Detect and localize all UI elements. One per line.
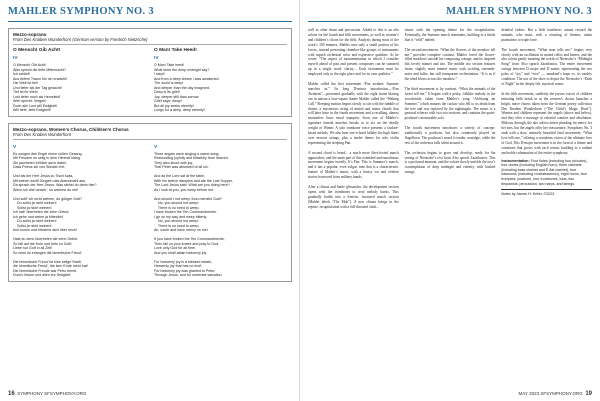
article-column-3	[501, 28, 592, 210]
movement-number: IV	[13, 56, 18, 61]
footer-text: MAY 2023 SFSYMPHONY.ORG	[518, 391, 583, 396]
movement-number: V	[154, 144, 158, 150]
german-column	[13, 143, 146, 278]
article-column-1: well as other drum and percussion. Added to this is an alto soloist for the fourth and fifth movements, as well as women’s and children’s choirs for the fifth. Analysis during most of the work’s 100 minutes, Mahler uses only a small portion of his forces, instead presenting chamber-like groups of instruments with superb orchestral color and expressive qualities. As he wrote: “The aspect of instrumentation in which I consider myself ahead of past and present composers can be summed up in a single word: clarity.... Each instrument must be employed only in the right place and for its own qualities.” Mahler called the first movement “Pan awakes: Summer marches in.” Its long D-minor introduction—“Pan Awakens”—presented gradually with the eight horns blaring out in unison a four-square theme Mahler called the “Waking Call.” Sleeping motion begins slowly to stir with the rumble of drums, a mysterious string of muted and minor chords that will later have in the fourth movement and a recalling, almost motionless brass naval trumpets. Soon one of Mahler’s signature funeral marches breaks in to act on the deadly weight of Winter. A solo trombone voice presents a fanfare-based melody. We also hear one echoed lullaby-fin-high flutes over morose strings, plus a tender theme for solo violin representing the sleeping Pan. A second chord is heard... a much more fleet-footed march approaches; and the main part of this extended and tumultuous movement begins sweetly. It’s Pan. This is Summer’s march, and it has a popular, even vulgar, tone that is a characteristic feature of Mahler’s music, with a brassy wit and evident stories borrowed from military bands. After a climax and battle glissandos, the development section opens with the trombones to rival melody bursts. This gradually builds into a frenetic, fractured march section (Mahler labels “The Mob”). A new climax brings in the reprise, recapitulation with a full-throated clash...	[308, 28, 399, 209]
note-text: Four flutes (including four piccolos), four oboes (including English horn), three clarinets (including bass clarinet and E-flat clarinet), four bassoons (including contrabassoon), eight horns, four trumpets, posthorn, four trombones, tuba, two timpanists, percussion, two harps, and strings.	[501, 158, 588, 186]
article-column-3-text: detailed violins. But a little loneliness cannot reward the animals, who must, with a restating of themes, attain pianissimo to triple forte. The fourth movement, “What man tells me,” begins very slowly with an oscillation in muted cellos and basses, and the alto soloist gently intoning the words of Nietzsche’s “Midnight Song” from Also sprach Zarathustra. The entire movement swings between D major and D minor, representing the two poles of “joy” and “woe” — mankind’s hope vs. its earthly condition. The use of the oboe to depict the Nietzsche’s “Dark of Night” in the deeply felt, mystical music. In the fifth movement, suddenly the joyous voices of children imitating bells break in as the women’s chorus launches a bright, naive chorus taken from the German poetry collection Des Knaben Wunderhorn (“The Child’s Magic Horn”). Women and children represent the angels (above and below), and they offer a message of celestial comfort and absolution. Midway through, the alto soloist enters pleading for mercy for her sins, but the angels offer her reassurance. Symphony No. 3 ends with a slow, intensely beautiful final movement, “What love tells me,” offering a wondrous vision of the ultimate love of God. This D-major movement is in the form of a theme and variations that grows with each return, building to a radiant and noble culmination of the entire symphony.	[501, 28, 593, 155]
english-title: O Man! Take Heed!	[154, 48, 197, 53]
footer-left	[8, 391, 292, 397]
box-title: Mezzo-soprano	[13, 32, 47, 37]
english-text: Three angels were singing a sweet song; Resounding joyfully and blissfully from heaven. They also shout with joy, That Peter was absolved of all sin. And as the Lord sat at the table, With his twelve disciples and ate the Last Supper, The Lord Jesus said: What are you doing here? As I look at you, you weep before me. And should I not weep, thou merciful God? No, you should not weep! There is no need to weep. I have broken the Ten Commandments. I go on my way and weep bitterly. No, you should not weep! There is no need to weep. Ah, come and have mercy on me! If you have broken the Ten Commandments, Then fall on your knees and pray to God. Love only God for all time, And you shall attain heavenly joy. For heavenly joy is a blessed estate, Heavenly joy that has no end! For heavenly joy was granted to Peter, Through Jesus, and for universal salvation.	[154, 151, 233, 277]
right-page	[300, 0, 600, 401]
page-number: 16	[8, 391, 15, 397]
text-columns	[13, 143, 287, 278]
english-column	[154, 48, 287, 113]
movement-number: IV	[154, 56, 159, 61]
box-title: Mezzo-soprano, Women’s Chorus, Children’s Chorus	[13, 126, 129, 132]
text-box-movement-5	[8, 123, 292, 282]
german-column	[13, 48, 146, 113]
article-columns	[308, 28, 592, 210]
box-subtitle: From Des Knaben Wunderhorn	[13, 131, 72, 137]
text-box-movement-4	[8, 28, 292, 117]
german-text: Es sungen drei Engel einen süßen Gesang; Mit Freuden es selig in dem Himmel klang. Sie jauchzten fröhlich auch dabei, Dass Petrus sei von Sünden frei. Und als der Herr Jesus zu Tisch sass, Mit seinen zwölf Jüngern das Abendmahl ass, Da sprach der Herr Jesus: Was stehst du denn hier? Wenn ich dich anseh’, so weinest du mir! Und sollt’ ich nicht weinen, du gütiger Gott? Du sollst ja nicht weinen! Sollst ja nicht weinen! Ich hab’ übertreten die zehn Gebot; Ich gehe und weine ja bitterlich! Du sollst ja nicht weinen! Sollst ja nicht weinen! Ach komm und erbarme dich über mich! Hast du denn übertreten die zehn Gebot, So fall auf die Knie und bete zu Gott! Liebe nur Gott in all Zeit! So wirst du erlangen die himmlische Freud’. Die himmlische Freud’ ist eine selige Stadt, die himmlische Freud’, die kein Ende mehr hat! Die himmlische Freude war Petro bereit, Durch Jesum und allen zur Seligkeit.	[13, 151, 97, 277]
movement-number: V	[13, 144, 17, 150]
box-subtitle: From Des Knaben Wunderhorn (German version by Friedrich Nietzsche)	[13, 37, 148, 42]
running-head-left: MAHLER SYMPHONY NO. 3	[8, 6, 292, 22]
english-column	[154, 143, 287, 278]
article-column-2: return with the opening theme for the recapitulation. Eventually, the Summer march dominates, building to a finish that is “wild” indeed. The second movement, “What the flowers of the meadow tell me,” provides complete contrast. Mahler loved the flower-filled meadows outside his composing cottage, and its inspired this lovely minuet and trio. The middle trio section features faster, slightly more intense music with swirling sixteenth-notes and fuller, but still transparent orchestration. “It is as if the wind blows across the meadow.” The third movement is, by contrast, “What the animals of the forest tell me.” It begins with a perky, folklike melody in the woodwinds, taken from Mahler’s song “Ablösung im Sommer,” which mourns the cuckoo who fell to its death from the tree and was replaced by the nightingale. The music is a pastoral scherzo with two trio sections, and contains the quasi-posthorn’s memorable solo. The fourth movement introduces a variety of concept: traditionally a posthorn, but also commonly played on flugelhorn. The posthorn’s mood is tender, nostalgic, while the rest of the orchestra falls silent around it. The orchestra begins to grow and develop, ready for the setting of Nietzsche’s text from Also sprach Zarathustra. This is a profound moment, and the soloist slowly unfolds the text’s contemplation of deep midnight and eternity, with hushed strings.	[404, 28, 496, 175]
text-columns	[13, 48, 287, 113]
box-header	[13, 32, 287, 45]
german-text: O Mensch! Gib Acht! Was spricht die tiefe Mitternacht? Ich schlief! Aus tiefem Traum bin ich erwacht! Die Welt ist tief! Und tiefer als der Tag gedacht! Tief ist ihr Weh! Lust tiefer noch als Herzeleid! Weh spricht: Vergeh! Doch alle Lust will Ewigkeit! Will tiefe, tiefe Ewigkeit!	[13, 63, 68, 112]
running-head-right: MAHLER SYMPHONY NO. 3	[308, 6, 592, 22]
box-header	[13, 127, 287, 140]
german-title: O Mensch! Gib Acht!	[13, 48, 61, 53]
footer-right	[308, 391, 592, 397]
footer-text: SYMPHONY SFSYMPHONY.ORG	[17, 391, 87, 396]
page-number: 19	[585, 391, 592, 397]
note-label: Instrumentation:	[501, 158, 530, 163]
english-text: O Man! Take heed! What does the deep midnight say? I slept! And from a deep dream I was awakened. The world is deep! And deeper than the day imagined. Deep is its grief! Joy, deeper still than sorrow. Grief says: Away! But all joy seeks eternity! Longs for a deep, deep eternity!	[154, 63, 220, 112]
author-credit: Notes by James H. Keller, ©2023	[501, 189, 592, 196]
instrumentation-note	[501, 159, 592, 187]
